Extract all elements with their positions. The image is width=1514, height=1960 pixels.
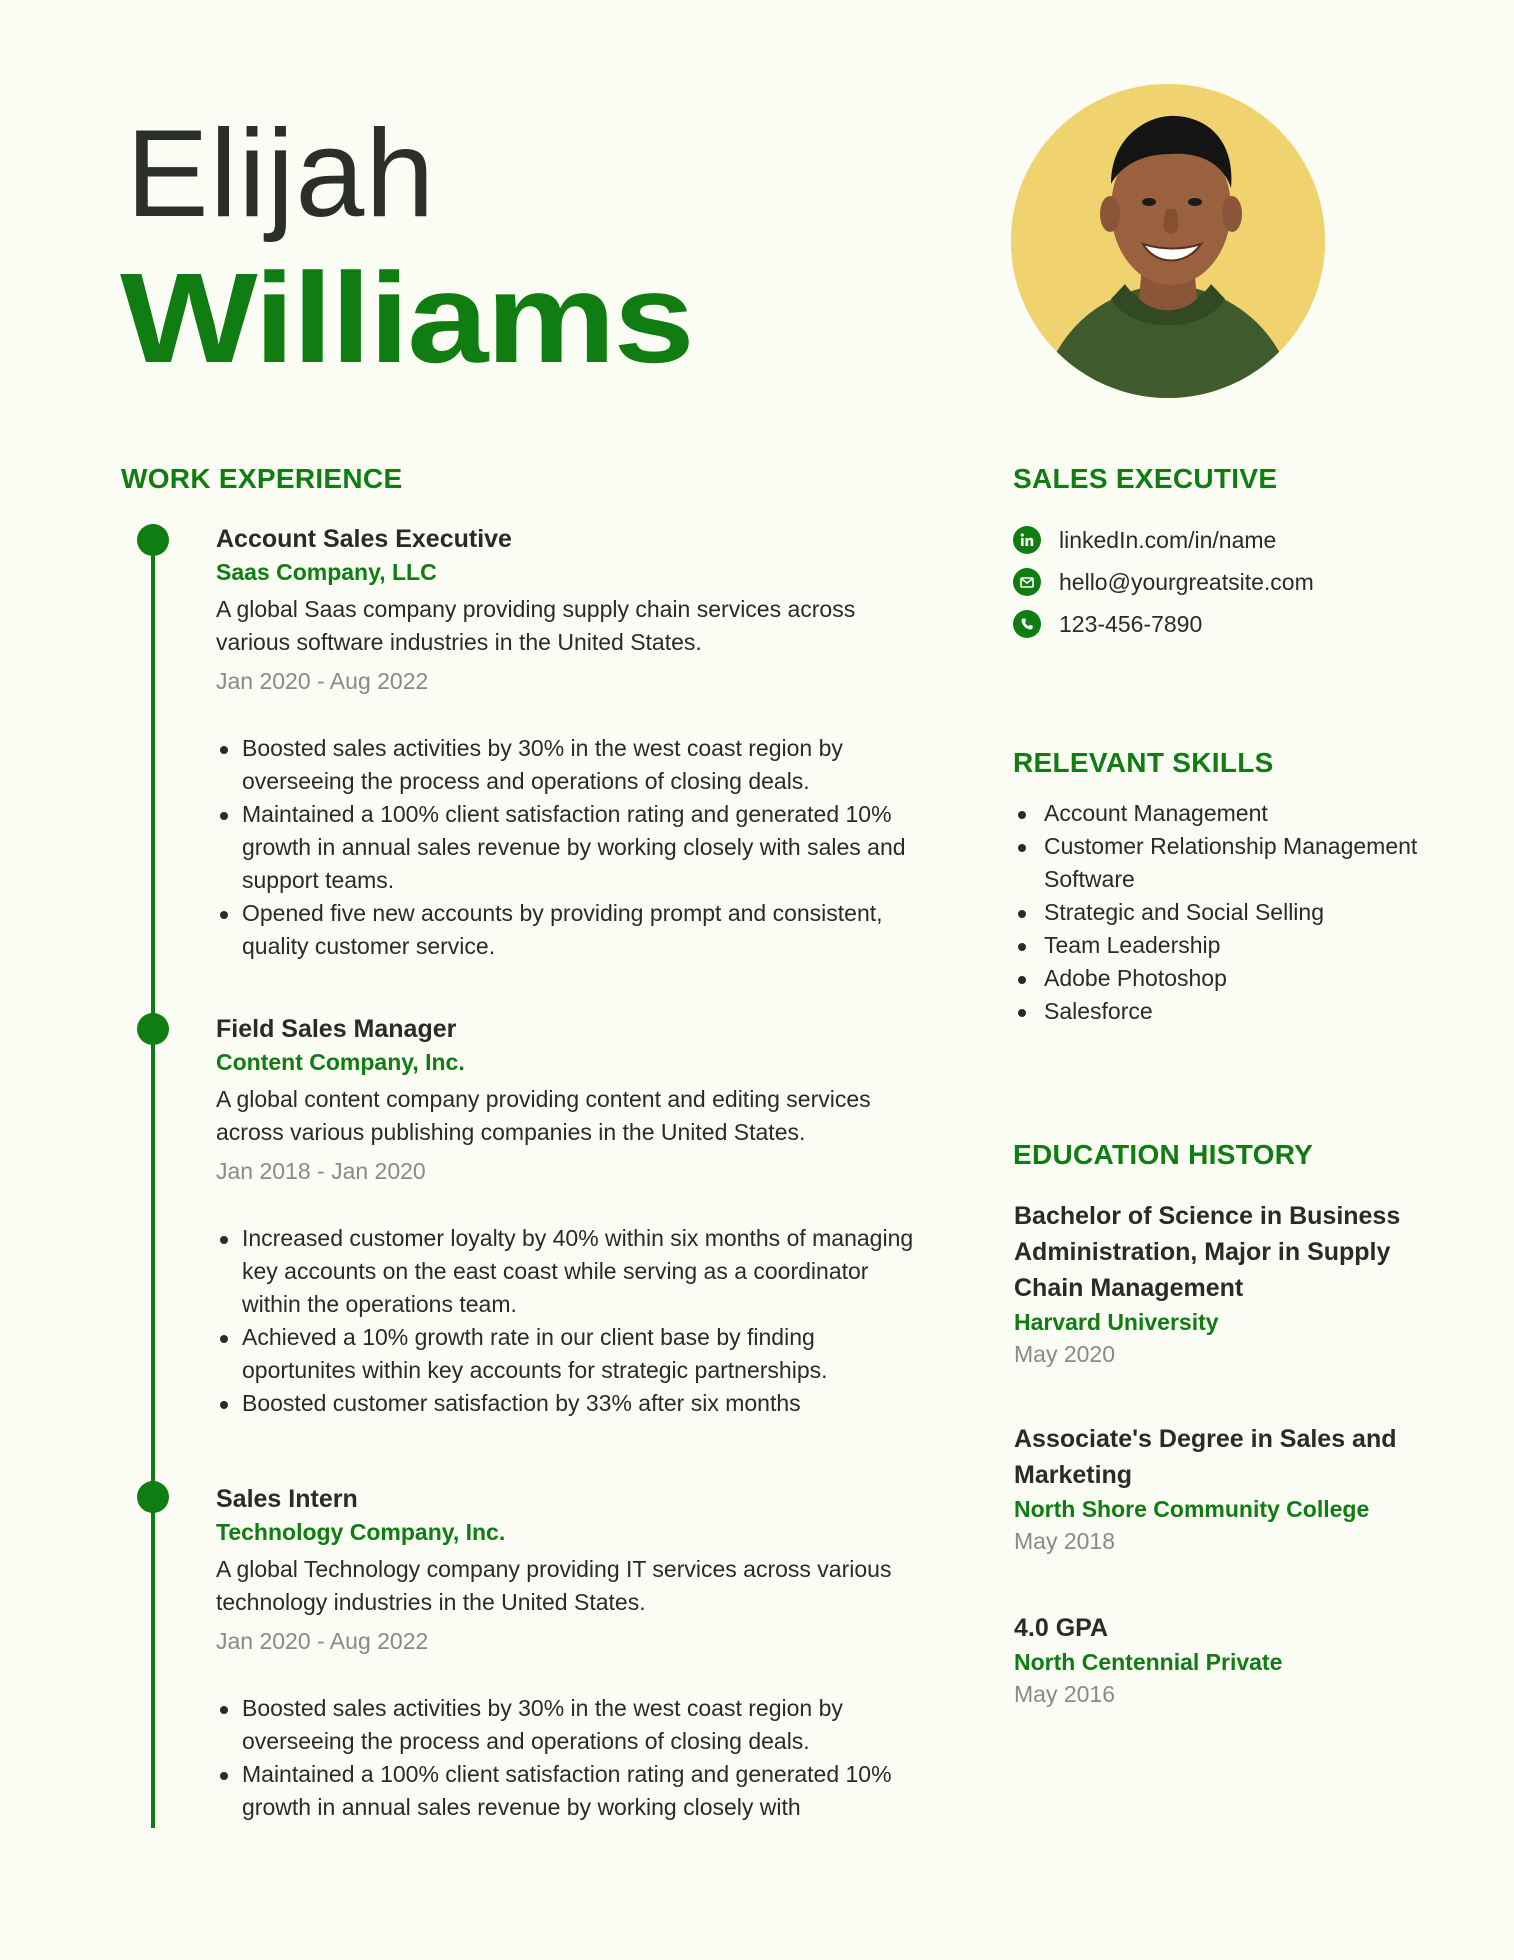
job-achievement-item: Increased customer loyalty by 40% within six months of managing key accounts on the east coast while serving as a coordinator within the operations team. — [216, 1222, 916, 1321]
job-title: Sales Intern — [216, 1485, 358, 1513]
education-degree: Associate's Degree in Sales and Marketing — [1014, 1425, 1397, 1489]
job-achievement-item: Opened five new accounts by providing prompt and consistent, quality customer service. — [216, 897, 916, 963]
first-name: Elijah — [126, 105, 436, 243]
skill-item: Customer Relationship Management Software — [1013, 830, 1433, 896]
skill-item: Account Management — [1013, 797, 1433, 830]
skills-list — [1013, 797, 1433, 1028]
education-date: May 2018 — [1014, 1528, 1116, 1554]
job-entry — [216, 1481, 916, 1824]
education-school: North Centennial Private — [1014, 1649, 1283, 1675]
job-company: Saas Company, LLC — [216, 559, 437, 585]
job-company: Technology Company, Inc. — [216, 1519, 506, 1545]
contact-linkedin[interactable] — [1013, 519, 1433, 561]
job-company: Content Company, Inc. — [216, 1049, 465, 1075]
education-degree: 4.0 GPA — [1014, 1614, 1109, 1642]
timeline-dot — [137, 1013, 169, 1045]
job-title: Account Sales Executive — [216, 525, 512, 553]
job-achievements — [216, 1692, 916, 1824]
skills-heading: RELEVANT SKILLS — [1013, 747, 1274, 778]
timeline-line — [151, 540, 155, 1828]
education-school: North Shore Community College — [1014, 1496, 1370, 1522]
job-achievements — [216, 732, 916, 963]
profile-photo-illustration — [1011, 84, 1325, 398]
last-name: Williams — [120, 247, 693, 390]
job-date: Jan 2020 - Aug 2022 — [216, 668, 429, 694]
job-entry — [216, 1011, 916, 1420]
education-entry — [1014, 1198, 1434, 1370]
job-achievement-item: Boosted sales activities by 30% in the west coast region by overseeing the process and operations of closing deals. — [216, 1692, 916, 1758]
education-heading: EDUCATION HISTORY — [1013, 1139, 1314, 1170]
job-entry — [216, 521, 916, 963]
education-entry — [1014, 1421, 1434, 1557]
phone-icon — [1013, 610, 1041, 638]
job-achievement-item: Achieved a 10% growth rate in our client base by finding oportunites within key accounts for strategic partnerships. — [216, 1321, 916, 1387]
skill-item: Strategic and Social Selling — [1013, 896, 1433, 929]
skill-item: Salesforce — [1013, 995, 1433, 1028]
job-achievement-item: Boosted customer satisfaction by 33% after six months — [216, 1387, 916, 1420]
profile-heading: SALES EXECUTIVE — [1013, 463, 1278, 494]
linkedin-icon — [1013, 526, 1041, 554]
timeline-dot — [137, 524, 169, 556]
job-achievements — [216, 1222, 916, 1420]
contact-phone[interactable] — [1013, 603, 1433, 645]
contact-email[interactable] — [1013, 561, 1433, 603]
education-entry — [1014, 1610, 1434, 1710]
education-date: May 2016 — [1014, 1681, 1116, 1707]
education-school: Harvard University — [1014, 1309, 1219, 1335]
job-achievement-item: Maintained a 100% client satisfaction rating and generated 10% growth in annual sales revenue by working closely with sales and support teams. — [216, 798, 916, 897]
contact-phone-text: 123-456-7890 — [1059, 610, 1203, 637]
contact-linkedin-text: linkedIn.com/in/name — [1059, 526, 1277, 553]
job-achievement-item: Maintained a 100% client satisfaction rating and generated 10% growth in annual sales revenue by working closely with — [216, 1758, 916, 1824]
work-experience-heading: WORK EXPERIENCE — [121, 463, 403, 494]
job-description: A global Saas company providing supply chain services across various software industries in the United States. — [216, 596, 856, 655]
job-date: Jan 2020 - Aug 2022 — [216, 1628, 429, 1654]
job-achievement-item: Boosted sales activities by 30% in the west coast region by overseeing the process and operations of closing deals. — [216, 732, 916, 798]
skill-item: Team Leadership — [1013, 929, 1433, 962]
education-date: May 2020 — [1014, 1341, 1116, 1367]
contact-email-text: hello@yourgreatsite.com — [1059, 568, 1314, 595]
job-date: Jan 2018 - Jan 2020 — [216, 1158, 426, 1184]
job-title: Field Sales Manager — [216, 1015, 457, 1043]
email-icon — [1013, 568, 1041, 596]
contact-list — [1013, 519, 1433, 645]
timeline-dot — [137, 1481, 169, 1513]
job-description: A global content company providing content and editing services across various publishing companies in the United States. — [216, 1086, 871, 1145]
skill-item: Adobe Photoshop — [1013, 962, 1433, 995]
job-description: A global Technology company providing IT services across various technology industries in the United States. — [216, 1556, 892, 1615]
education-degree: Bachelor of Science in Business Administration, Major in Supply Chain Management — [1014, 1202, 1401, 1302]
profile-photo — [1011, 84, 1325, 398]
